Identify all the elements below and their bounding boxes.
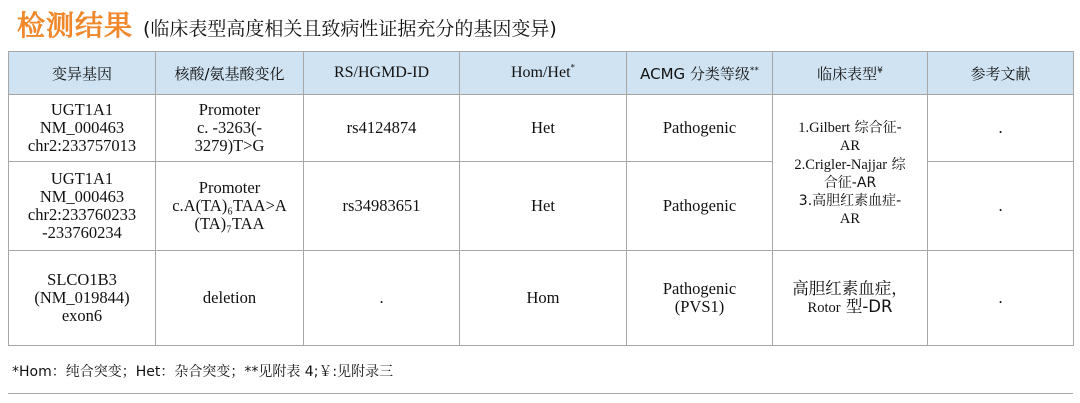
- section-heading: [17, 4, 557, 44]
- zygosity-cell: Het: [460, 95, 627, 162]
- phenotype-cell: 高胆红素血症， Rotor 型-DR: [773, 251, 928, 346]
- phenotype-cell: 1.Gilbert 综合征- AR 2.Crigler-Najjar 综 合征-AR 3.高胆红素血症- AR: [773, 95, 928, 251]
- col-header-reference: 参考文献: [928, 52, 1074, 95]
- table-row: [9, 95, 1074, 162]
- acmg-cell: Pathogenic (PVS1): [627, 251, 773, 346]
- gene-cell: UGT1A1 NM_000463 chr2:233757013: [9, 95, 156, 162]
- page-subtitle: (临床表型高度相关且致病性证据充分的基因变异): [143, 18, 557, 40]
- col-header-zygosity: Hom/Het*: [460, 52, 627, 95]
- results-table: [8, 51, 1074, 346]
- gene-cell: UGT1A1 NM_000463 chr2:233760233 -233760234: [9, 162, 156, 251]
- table-header-row: [9, 52, 1074, 95]
- rsid-cell: .: [304, 251, 460, 346]
- acmg-cell: Pathogenic: [627, 162, 773, 251]
- page-title: 检测结果: [17, 9, 134, 42]
- bottom-rule: [8, 393, 1073, 394]
- rsid-cell: rs4124874: [304, 95, 460, 162]
- reference-cell: .: [928, 162, 1074, 251]
- col-header-phenotype: 临床表型¥: [773, 52, 928, 95]
- zygosity-cell: Hom: [460, 251, 627, 346]
- variant-cell: Promoter c. -3263(- 3279)T>G: [156, 95, 304, 162]
- zygosity-cell: Het: [460, 162, 627, 251]
- col-header-gene: 变异基因: [9, 52, 156, 95]
- col-header-acmg: ACMG 分类等级**: [627, 52, 773, 95]
- col-header-rsid: RS/HGMD-ID: [304, 52, 460, 95]
- acmg-cell: Pathogenic: [627, 95, 773, 162]
- footnote: *Hom：纯合突变；Het：杂合突变；**见附表 4;￥:见附录三: [12, 364, 394, 380]
- reference-cell: .: [928, 251, 1074, 346]
- gene-cell: SLCO1B3 (NM_019844) exon6: [9, 251, 156, 346]
- table-row: [9, 251, 1074, 346]
- variant-cell: Promoter c.A(TA)₆TAA>A (TA)₇TAA: [156, 162, 304, 251]
- rsid-cell: rs34983651: [304, 162, 460, 251]
- variant-cell: deletion: [156, 251, 304, 346]
- reference-cell: .: [928, 95, 1074, 162]
- col-header-variant: 核酸/氨基酸变化: [156, 52, 304, 95]
